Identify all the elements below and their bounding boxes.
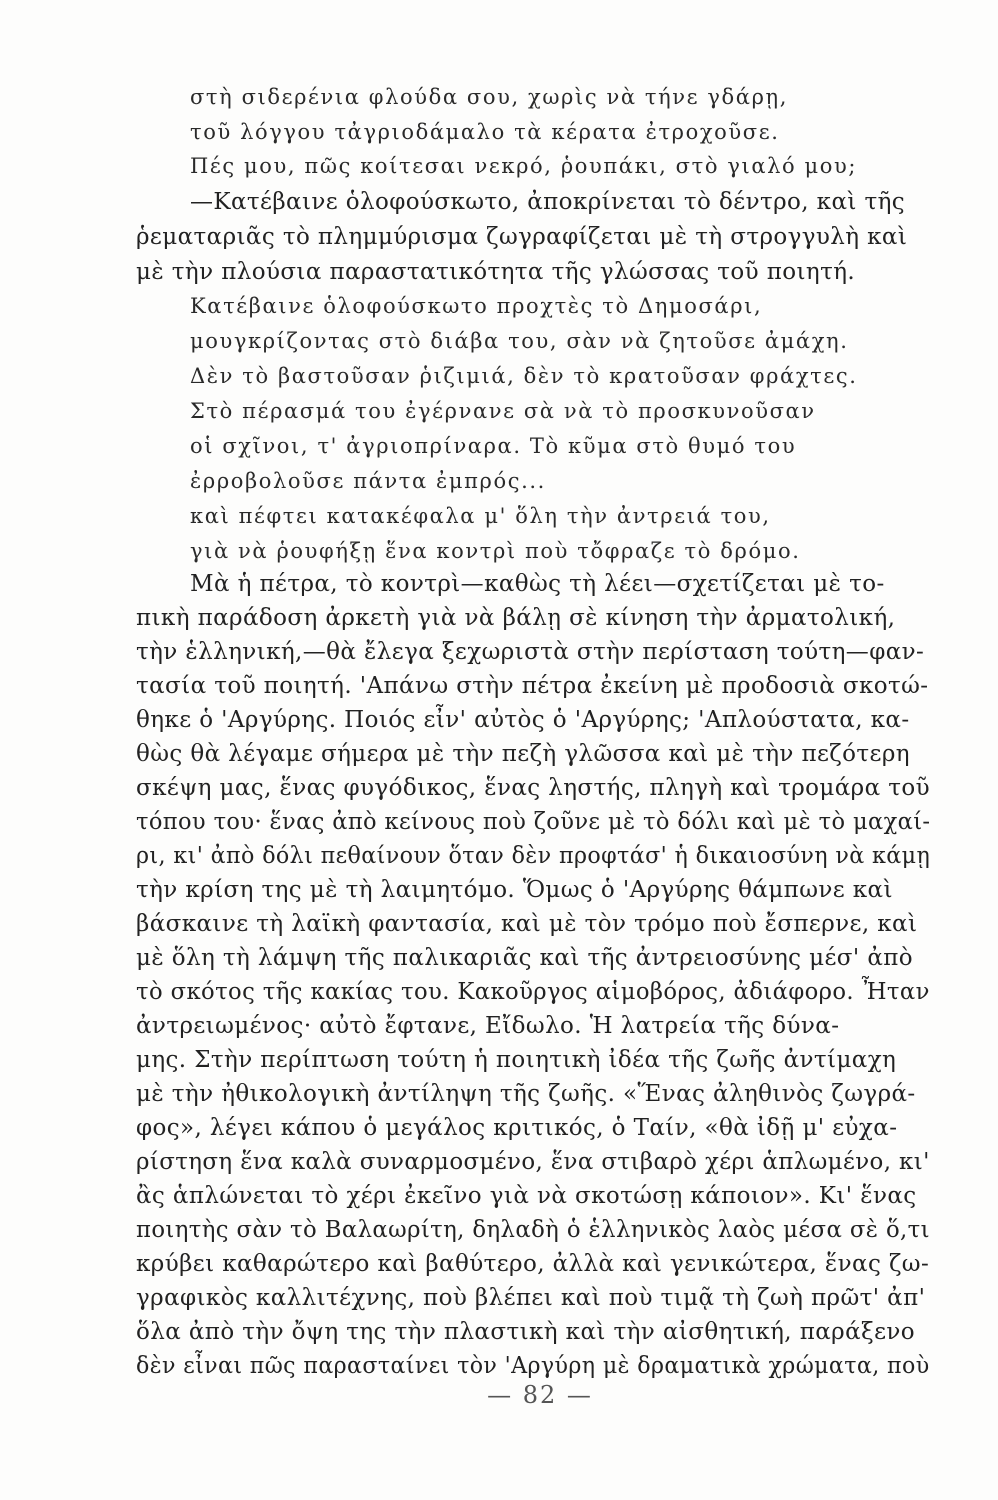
prose-line: κρύβει καθαρώτερο καὶ βαθύτερο, ἀλλὰ καὶ γενικώτερα, ἕνας ζω- bbox=[136, 1251, 930, 1277]
prose-line: ἂς ἁπλώνεται τὸ χέρι ἐκεῖνο γιὰ νὰ σκοτώσῃ κάποιον». Κι' ἕνας bbox=[136, 1183, 917, 1209]
prose-line: ρι, κι' ἀπὸ δόλι πεθαίνουν ὅταν δὲν προφτάσ' ἡ δικαιοσύνη νὰ κάμῃ bbox=[136, 843, 931, 869]
prose-line: τὸ σκότος τῆς κακίας του. Κακοῦργος αἱμοβόρος, ἀδιάφορο. Ἦταν bbox=[136, 979, 930, 1005]
prose-line: τασία τοῦ ποιητή. 'Απάνω στὴν πέτρα ἐκείνη μὲ προδοσιὰ σκοτώ- bbox=[136, 673, 929, 699]
prose-line: μὲ τὴν ἠθικολογικὴ ἀντίληψη τῆς ζωῆς. «Ἕνας ἀληθινὸς ζωγρά- bbox=[136, 1081, 916, 1107]
prose-line: πικὴ παράδοση ἀρκετὴ γιὰ νὰ βάλῃ σὲ κίνηση τὴν ἀρματολική, bbox=[136, 605, 896, 631]
prose-line: τόπου του· ἕνας ἀπὸ κείνους ποὺ ζοῦνε μὲ τὸ δόλι καὶ μὲ τὸ μαχαί- bbox=[136, 809, 931, 835]
page-number: — 82 — bbox=[487, 1381, 593, 1409]
prose-line: Μὰ ἡ πέτρα, τὸ κοντρὶ—καθὼς τὴ λέει—σχετίζεται μὲ το- bbox=[190, 571, 885, 597]
prose-line: ρίστηση ἕνα καλὰ συναρμοσμένο, ἕνα στιβαρὸ χέρι ἁπλωμένο, κι' bbox=[136, 1149, 930, 1175]
verse-line: καὶ πέφτει κατακέφαλα μ' ὅλη τὴν ἀντρειά του, bbox=[190, 504, 771, 528]
prose-line: μὲ ὅλη τὴ λάμψη τῆς παλικαριᾶς καὶ τῆς ἀντρειοσύνης μέσ' ἀπὸ bbox=[136, 945, 914, 971]
verse-line: Πές μου, πῶς κοίτεσαι νεκρό, ῥουπάκι, στὸ γιαλό μου; bbox=[190, 154, 858, 178]
prose-line: φος», λέγει κάπου ὁ μεγάλος κριτικός, ὁ Ταίν, «θὰ ἰδῇ μ' εὐχα- bbox=[136, 1115, 898, 1141]
verse-line: Κατέβαινε ὁλοφούσκωτο προχτὲς τὸ Δημοσάρι, bbox=[190, 294, 763, 318]
verse-line: γιὰ νὰ ῥουφήξῃ ἕνα κοντρὶ ποὺ τὄφραζε τὸ δρόμο. bbox=[190, 539, 801, 563]
prose-line: θηκε ὁ 'Αργύρης. Ποιός εἶν' αὐτὸς ὁ 'Αργύρης; 'Απλούστατα, κα- bbox=[136, 707, 910, 733]
prose-line: ἀντρειωμένος· αὐτὸ ἔφτανε, Εἴδωλο. Ἡ λατρεία τῆς δύνα- bbox=[136, 1013, 840, 1039]
prose-line: γραφικὸς καλλιτέχνης, ποὺ βλέπει καὶ ποὺ τιμᾷ τὴ ζωὴ πρῶτ' ἀπ' bbox=[136, 1285, 926, 1311]
prose-line: δὲν εἶναι πῶς παρασταίνει τὸν 'Αργύρη μὲ δραματικὰ χρώματα, ποὺ bbox=[136, 1353, 930, 1379]
verse-line: τοῦ λόγγου τἀγριοδάμαλο τὰ κέρατα ἐτροχοῦσε. bbox=[190, 120, 780, 144]
prose-line: μὲ τὴν πλούσια παραστατικότητα τῆς γλώσσας τοῦ ποιητή. bbox=[136, 259, 856, 285]
verse-line: ἐρροβολοῦσε πάντα ἐμπρός... bbox=[190, 469, 546, 493]
prose-line: θὼς θὰ λέγαμε σήμερα μὲ τὴν πεζὴ γλῶσσα καὶ μὲ τὴν πεζότερη bbox=[136, 741, 910, 767]
prose-line: μης. Στὴν περίπτωση τούτη ἡ ποιητικὴ ἰδέα τῆς ζωῆς ἀντίμαχη bbox=[136, 1047, 897, 1073]
prose-line: ποιητὴς σὰν τὸ Βαλαωρίτη, δηλαδὴ ὁ ἑλληνικὸς λαὸς μέσα σὲ ὅ,τι bbox=[136, 1217, 930, 1243]
prose-line: ῥεματαριᾶς τὸ πλημμύρισμα ζωγραφίζεται μὲ τὴ στρογγυλὴ καὶ bbox=[136, 224, 908, 250]
prose-line: ὅλα ἀπὸ τὴν ὄψη της τὴν πλαστικὴ καὶ τὴν αἰσθητική, παράξενο bbox=[136, 1319, 916, 1345]
verse-line: μουγκρίζοντας στὸ διάβα του, σὰν νὰ ζητοῦσε ἀμάχη. bbox=[190, 329, 849, 353]
verse-line: Στὸ πέρασμά του ἐγέρνανε σὰ νὰ τὸ προσκυνοῦσαν bbox=[190, 399, 816, 423]
verse-line: στὴ σιδερένια φλούδα σου, χωρὶς νὰ τήνε γδάρῃ, bbox=[190, 85, 788, 109]
prose-line: —Κατέβαινε ὁλοφούσκωτο, ἀποκρίνεται τὸ δέντρο, καὶ τῆς bbox=[190, 189, 906, 215]
prose-line: τὴν ἑλληνική,—θὰ ἔλεγα ξεχωριστὰ στὴν περίσταση τούτη—φαν- bbox=[136, 639, 925, 665]
prose-line: σκέψη μας, ἕνας φυγόδικος, ἕνας ληστής, πληγὴ καὶ τρομάρα τοῦ bbox=[136, 775, 930, 801]
prose-line: τὴν κρίση της μὲ τὴ λαιμητόμο. Ὅμως ὁ 'Αργύρης θάμπωνε καὶ bbox=[136, 877, 893, 903]
prose-line: βάσκαινε τὴ λαϊκὴ φαντασία, καὶ μὲ τὸν τρόμο ποὺ ἔσπερνε, καὶ bbox=[136, 911, 918, 937]
verse-line: Δὲν τὸ βαστοῦσαν ῥιζιμιά, δὲν τὸ κρατοῦσαν φράχτες. bbox=[190, 364, 858, 388]
verse-line: οἱ σχῖνοι, τ' ἀγριοπρίναρα. Τὸ κῦμα στὸ θυμό του bbox=[190, 434, 797, 458]
